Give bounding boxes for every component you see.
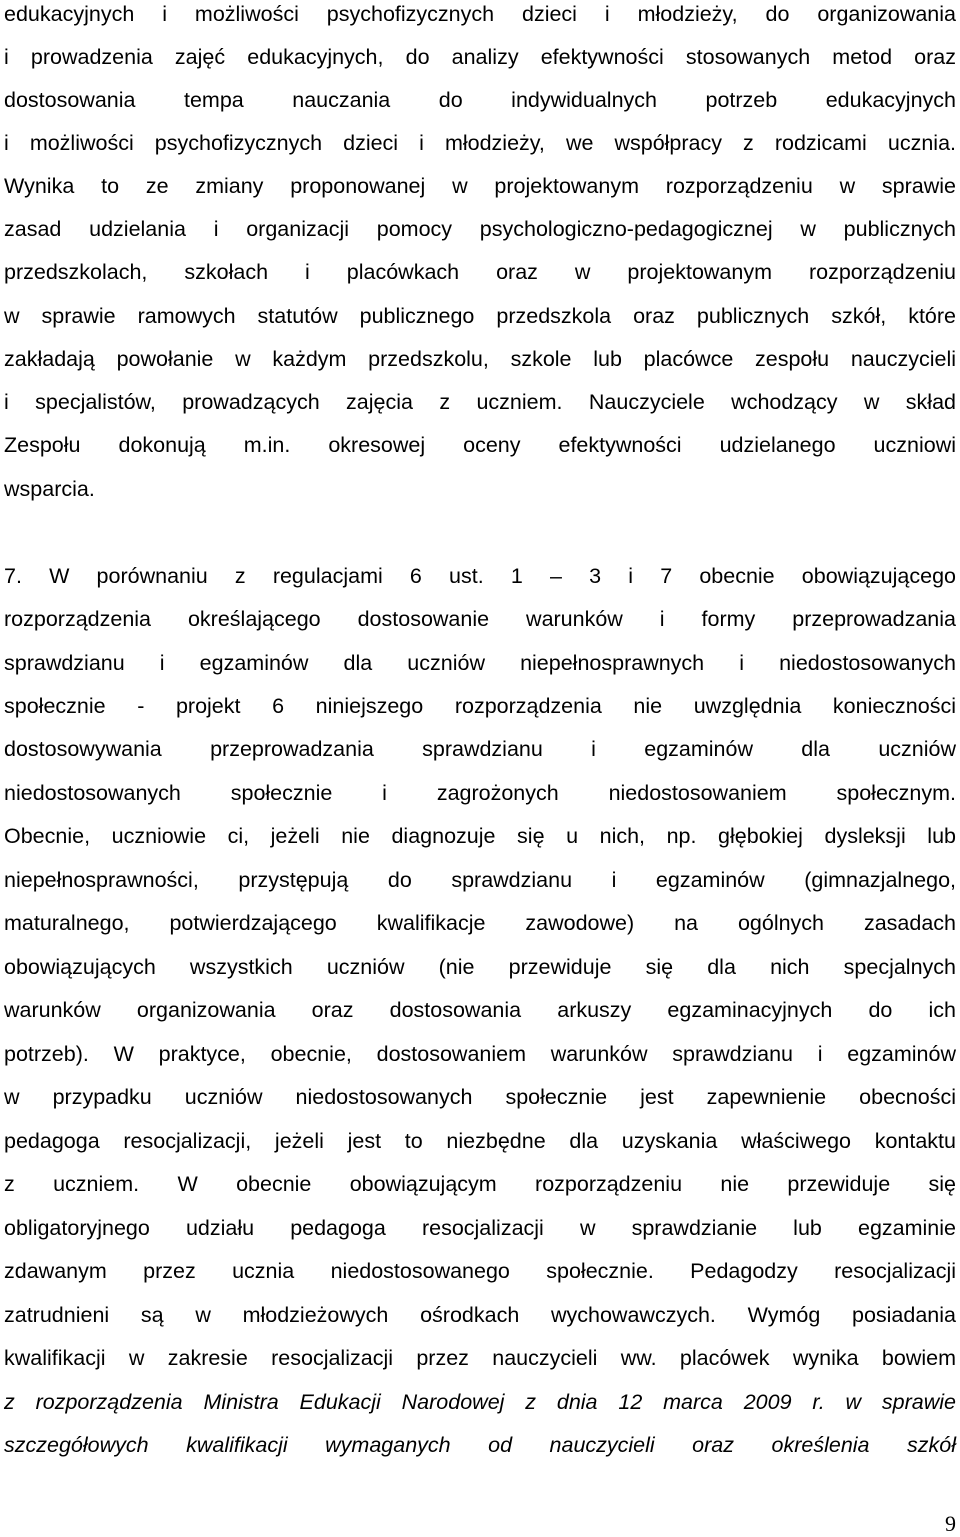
text-line: wsparcia.: [4, 477, 95, 501]
text-line: pedagoga resocjalizacji, jeżeli jest to niezbędne dla uzyskania właściwego kontaktu: [4, 1129, 956, 1153]
text-line: i możliwości psychofizycznych dzieci i młodzieży, we współpracy z rodzicami ucznia.: [4, 131, 956, 155]
text-line: niedostosowanych społecznie i zagrożonych niedostosowaniem społecznym.: [4, 781, 956, 805]
text-line: niepełnosprawności, przystępują do sprawdzianu i egzaminów (gimnazjalnego,: [4, 868, 956, 892]
text-line: rozporządzenia określającego dostosowanie warunków i formy przeprowadzania: [4, 607, 956, 631]
page-number: 9: [945, 1511, 956, 1536]
text-line: w przypadku uczniów niedostosowanych społecznie jest zapewnienie obecności: [4, 1085, 956, 1109]
text-line: Wynika to ze zmiany proponowanej w projektowanym rozporządzeniu w sprawie: [4, 174, 956, 198]
text-line: z uczniem. W obecnie obowiązującym rozporządzeniu nie przewiduje się: [4, 1172, 956, 1196]
text-line: obowiązujących wszystkich uczniów (nie przewiduje się dla nich specjalnych: [4, 955, 956, 979]
text-line: szczegółowych kwalifikacji wymaganych od nauczycieli oraz określenia szkół: [4, 1433, 956, 1457]
text-line: potrzeb). W praktyce, obecnie, dostosowaniem warunków sprawdzianu i egzaminów: [4, 1042, 956, 1066]
text-line: z rozporządzenia Ministra Edukacji Narodowej z dnia 12 marca 2009 r. w sprawie: [4, 1390, 956, 1414]
text-line: warunków organizowania oraz dostosowania arkuszy egzaminacyjnych do ich: [4, 998, 956, 1022]
text-line: obligatoryjnego udziału pedagoga resocjalizacji w sprawdzianie lub egzaminie: [4, 1216, 956, 1240]
text-line: kwalifikacji w zakresie resocjalizacji przez nauczycieli ww. placówek wynika bowiem: [4, 1346, 956, 1370]
text-line: edukacyjnych i możliwości psychofizycznych dzieci i młodzieży, do organizowania: [4, 2, 956, 26]
text-line: dostosowywania przeprowadzania sprawdzianu i egzaminów dla uczniów: [4, 737, 956, 761]
text-line: Zespołu dokonują m.in. okresowej oceny efektywności udzielanego uczniowi: [4, 433, 956, 457]
text-line: i specjalistów, prowadzących zajęcia z uczniem. Nauczyciele wchodzący w skład: [4, 390, 956, 414]
text-line: w sprawie ramowych statutów publicznego przedszkola oraz publicznych szkół, które: [4, 304, 956, 328]
text-line: dostosowania tempa nauczania do indywidualnych potrzeb edukacyjnych: [4, 88, 956, 112]
text-line: 7. W porównaniu z regulacjami 6 ust. 1 – 3 i 7 obecnie obowiązującego: [4, 564, 956, 588]
text-line: i prowadzenia zajęć edukacyjnych, do analizy efektywności stosowanych metod oraz: [4, 45, 956, 69]
text-line: zatrudnieni są w młodzieżowych ośrodkach wychowawczych. Wymóg posiadania: [4, 1303, 956, 1327]
text-line: maturalnego, potwierdzającego kwalifikacje zawodowe) na ogólnych zasadach: [4, 911, 956, 935]
text-line: społecznie - projekt 6 niniejszego rozporządzenia nie uwzględnia konieczności: [4, 694, 956, 718]
text-line: zakładają powołanie w każdym przedszkolu, szkole lub placówce zespołu nauczycieli: [4, 347, 956, 371]
text-line: zasad udzielania i organizacji pomocy psychologiczno-pedagogicznej w publicznych: [4, 217, 956, 241]
text-line: Obecnie, uczniowie ci, jeżeli nie diagnozuje się u nich, np. głębokiej dysleksji lub: [4, 824, 956, 848]
text-line: przedszkolach, szkołach i placówkach oraz w projektowanym rozporządzeniu: [4, 260, 956, 284]
text-line: zdawanym przez ucznia niedostosowanego społecznie. Pedagodzy resocjalizacji: [4, 1259, 956, 1283]
text-line: sprawdzianu i egzaminów dla uczniów niepełnosprawnych i niedostosowanych: [4, 651, 956, 675]
